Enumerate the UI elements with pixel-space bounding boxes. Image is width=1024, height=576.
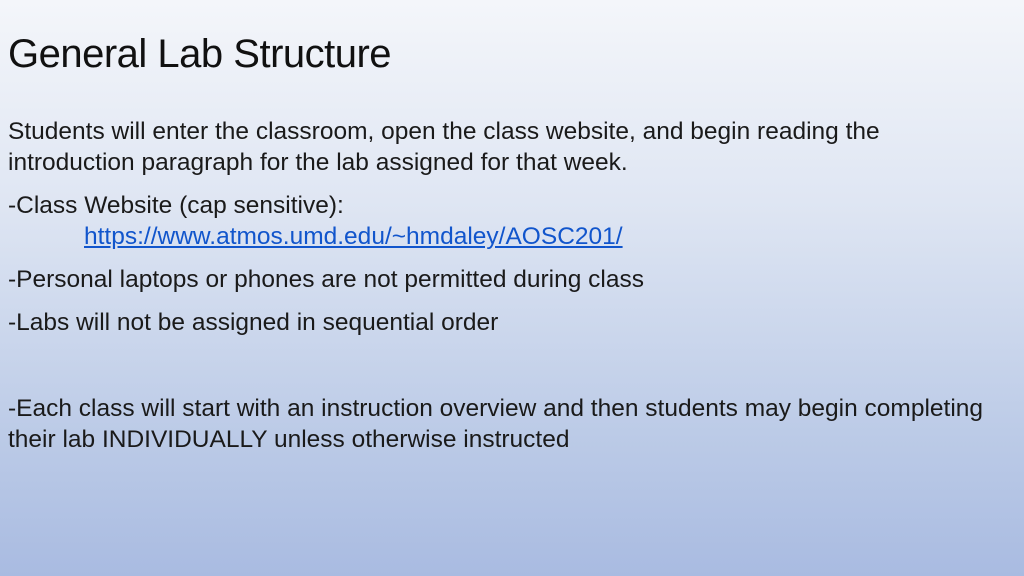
website-label: -Class Website (cap sensitive): <box>8 192 344 219</box>
class-website-link[interactable]: https://www.atmos.umd.edu/~hmdaley/AOSC201/ <box>84 223 623 250</box>
slide-title: General Lab Structure <box>8 32 392 76</box>
slide-body <box>8 116 988 455</box>
bullet-instruction-overview: -Each class will start with an instruction overview and then students may begin completing their lab INDIVIDUALLY unless otherwise instructed <box>8 395 984 453</box>
bullet-sequential-order: -Labs will not be assigned in sequential order <box>8 309 499 336</box>
website-link-line <box>8 221 988 252</box>
bullet-laptops: -Personal laptops or phones are not permitted during class <box>8 266 644 293</box>
intro-paragraph: Students will enter the classroom, open the class website, and begin reading the introduction paragraph for the lab assigned for that week. <box>8 118 880 176</box>
spacer <box>8 350 988 393</box>
